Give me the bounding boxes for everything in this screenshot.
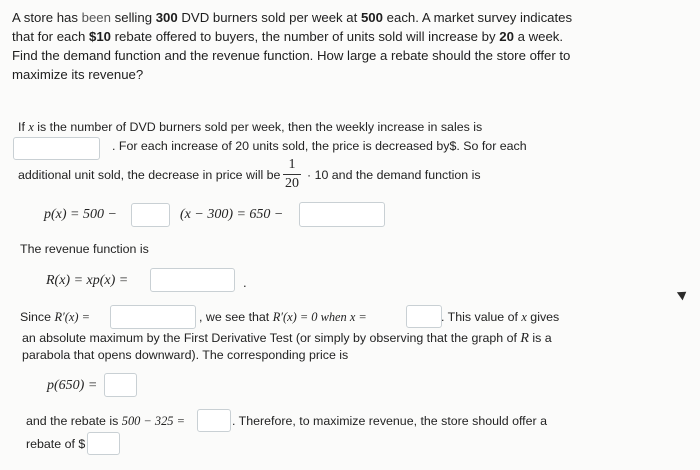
rebate-final-input[interactable] [87,432,120,455]
rebate-c: . Therefore, to maximize revenue, the store should offer a [232,414,547,428]
fraction-1-20: 1 20 [285,157,299,191]
para1-line2: . For each increase of 20 units sold, the price is decreased by$. So for each [112,139,527,153]
para1-line3: additional unit sold, the decrease in price will be [18,168,281,182]
revenue-label: The revenue function is [20,242,149,256]
since-a: Since R′(x) = [20,310,90,324]
price-eq: p(650) = [47,378,98,393]
mouse-cursor-icon [677,288,689,301]
revenue-eq: R(x) = xp(x) = [46,273,129,288]
since-e: . This value of x gives [441,310,560,324]
demand-mid: (x − 300) = 650 − [180,207,284,222]
price-650-input[interactable] [104,373,137,397]
weekly-increase-input[interactable] [13,137,100,160]
since-line2: an absolute maximum by the First Derivative Test (or simply by observing that the graph of R is a [22,331,552,346]
revenue-result-input[interactable] [150,268,235,292]
derivative-input[interactable] [110,305,196,329]
rebate-line2: rebate of $ [26,437,86,451]
since-line3: parabola that opens downward). The corresponding price is [22,348,349,362]
demand-coefficient-input[interactable] [131,203,170,227]
rebate-calc-input[interactable] [197,409,231,432]
demand-lhs: p(x) = 500 − [44,207,117,222]
since-c: , we see that R′(x) = 0 when x = [199,310,367,324]
period: . [243,275,247,290]
problem-statement: A store has been selling 300 DVD burners sold per week at 500 each. A market survey indicates that for each $10 rebate offered to buyers, the number of units sold will increase by 20 a week. Find the demand function and the revenue function. How large a rebate should the store offer to maximize its revenue? [12,10,573,82]
para1-line3-end: · 10 and the demand function is [307,168,481,182]
rebate-a: and the rebate is 500 − 325 = [26,414,185,428]
demand-result-input[interactable] [299,202,385,227]
para1-line1: If x is the number of DVD burners sold per week, then the weekly increase in sales is [18,120,483,134]
critical-x-input[interactable] [406,305,442,328]
